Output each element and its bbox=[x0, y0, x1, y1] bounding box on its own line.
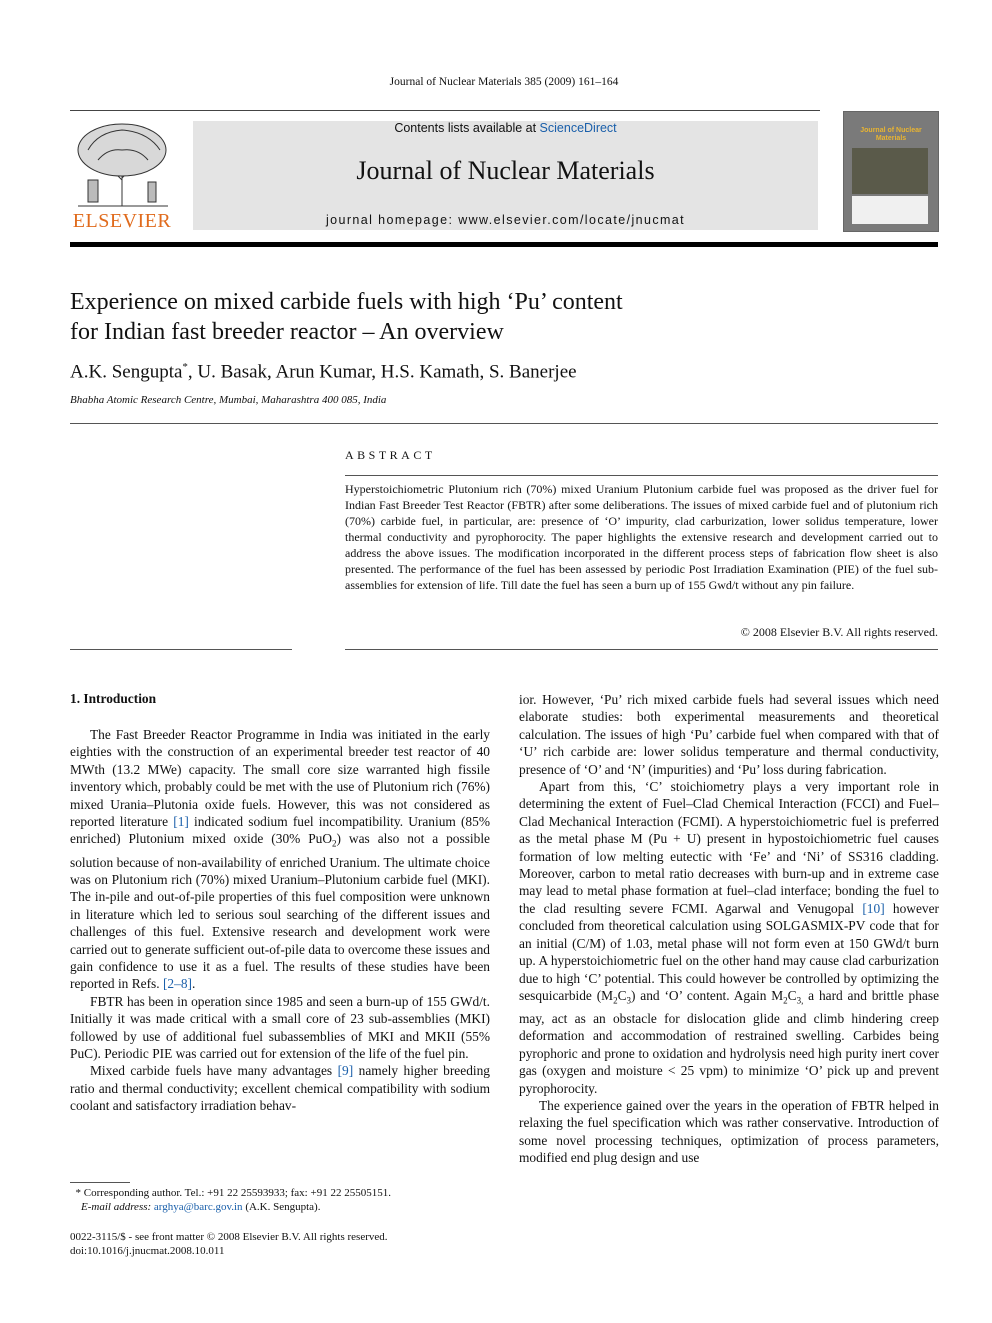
contents-prefix: Contents lists available at bbox=[394, 121, 540, 135]
text-run: however concluded from theoretical calculation using SOLGASMIX-PV code that for an initial (C/M) of 1.03, metal phase will not form even at 150 GWd/t burn up. A hyperstoichiometric fuel on the other hand may cause clad carburization due to high ‘C’ potential. This could however be controlled by optimizing the sesquicarbide (M bbox=[519, 900, 939, 1003]
footnote-line-2 bbox=[70, 1200, 490, 1214]
text-run: C bbox=[787, 987, 797, 1003]
cover-title: Journal of Nuclear Materials bbox=[860, 127, 922, 142]
paragraph: ior. However, ‘Pu’ rich mixed carbide fuels had several issues which need elaborate studies: both experimental measurements and theoretical calculation. The issues of high ‘Pu’ carbide fuel when compared with that of ‘U’ rich carbide are: lower solidus temperature and thermal conductivity, presence of ‘O’ and ‘N’ (impurities) and ‘Pu’ loss during fabrication. bbox=[519, 692, 939, 777]
footnote bbox=[70, 1186, 490, 1214]
abstract-heading: ABSTRACT bbox=[345, 448, 436, 462]
right-column bbox=[519, 691, 939, 1167]
text-run: namely higher breeding ratio and thermal conductivity; excellent chemical compatibility with sodium coolant and satisfactory irradiation behav- bbox=[70, 1063, 491, 1114]
abstract-text: Hyperstoichiometric Plutonium rich (70%) mixed Uranium Plutonium carbide fuel was proposed as the driver fuel for Indian Fast Breeder Test Reactor (FBTR) after some deliberations. The issues of mixed carbide fuel and of plutonium rich (70%) carbide fuel, in particular, are: presence of ‘O’ impurity, clad carburization, lower solidus temperature, lower thermal conductivity and pyrophorocity. The paper highlights the extensive research and development carried out to address the above issues. The modification incorporated in the different process steps of fabrication flow sheet is also presented. The performance of the fuel has been assessed by periodic Post Irradiation Examination (PIE) of the fuel sub-assemblies for extension of life. Till date the fuel has seen a burn up of 155 Gwd/t without any pin failure. bbox=[345, 482, 938, 592]
title-line-1: Experience on mixed carbide fuels with high ‘Pu’ content bbox=[70, 289, 623, 315]
affiliation: Bhabha Atomic Research Centre, Mumbai, Maharashtra 400 085, India bbox=[70, 394, 387, 406]
footnote-contact: Corresponding author. Tel.: +91 22 25593933; fax: +91 22 25505151. bbox=[81, 1187, 391, 1199]
author-list bbox=[70, 361, 577, 383]
text-run: Mixed carbide fuels have many advantages bbox=[90, 1063, 338, 1079]
email-link[interactable]: arghya@barc.gov.in bbox=[153, 1201, 243, 1213]
other-authors: , U. Basak, Arun Kumar, H.S. Kamath, S. Banerjee bbox=[187, 361, 577, 383]
paragraph: The experience gained over the years in the operation of FBTR helped in relaxing the fuel specification which was rather conservative. Introduction of some novel processing techniques, optimization of process parameters, modified end plug design and use bbox=[519, 1098, 939, 1166]
journal-title: Journal of Nuclear Materials bbox=[356, 156, 655, 185]
citation-link[interactable]: [2–8] bbox=[162, 976, 192, 992]
article-identifiers bbox=[70, 1230, 388, 1258]
email-label: E-mail address: bbox=[81, 1201, 152, 1213]
text-run: C bbox=[617, 987, 627, 1003]
text-run: ) and ‘O’ content. Again M bbox=[631, 987, 784, 1003]
text-run: . bbox=[191, 976, 196, 992]
sciencedirect-link[interactable]: ScienceDirect bbox=[539, 121, 617, 135]
text-run: ) was also not a possible solution because of non-availability of enriched Uranium. The ultimate choice was on Plutonium rich (70%) mixed Uranium–Plutonium carbide fuel (MKI). The in-pile and out-of-pile properties of this fuel composition were unknown in literature which led to serious soul searching of the different issues and challenges of this fuel. Extensive research and development work were carried out to generate sufficient out-of-pile data to overcome these issues and gain confidence to use it as a fuel. The results of these studies have been reported in Refs. bbox=[70, 831, 490, 992]
elsevier-wordmark: ELSEVIER bbox=[72, 210, 172, 232]
header-thick-rule bbox=[70, 242, 938, 247]
cover-image bbox=[852, 148, 928, 194]
journal-homepage[interactable]: journal homepage: www.elsevier.com/locate/jnucmat bbox=[325, 213, 686, 227]
left-column bbox=[70, 726, 490, 1115]
email-tail: (A.K. Sengupta). bbox=[242, 1201, 321, 1213]
article-title bbox=[70, 287, 770, 347]
citation-link[interactable]: [1] bbox=[173, 814, 189, 830]
left-rule bbox=[70, 649, 292, 650]
abstract-rule bbox=[345, 475, 938, 476]
section-heading-introduction: 1. Introduction bbox=[70, 691, 157, 706]
subscript: 3, bbox=[796, 995, 804, 1006]
subscript: 2 bbox=[332, 839, 337, 850]
abstract-copyright: © 2008 Elsevier B.V. All rights reserved. bbox=[740, 625, 938, 639]
contents-line bbox=[193, 121, 818, 135]
paragraph bbox=[70, 726, 490, 993]
subscript: 2 bbox=[613, 995, 618, 1006]
title-line-2: for Indian fast breeder reactor – An overview bbox=[70, 319, 504, 345]
cover-footer bbox=[852, 196, 928, 224]
paragraph bbox=[70, 1062, 490, 1114]
paragraph: FBTR has been in operation since 1985 and seen a burn-up of 155 GWd/t. Initially it was made critical with a small core of 23 sub-assemblies (MKI) followed by use of additional fuel subassemblies of MKI and MKII (55% PuC). Periodic PIE was carried out for extension of the life of the fuel pin. bbox=[70, 993, 490, 1061]
footnote-line-1 bbox=[70, 1186, 490, 1200]
footnote-rule bbox=[70, 1182, 130, 1183]
affiliation-rule bbox=[70, 423, 938, 424]
doi-line[interactable]: doi:10.1016/j.jnucmat.2008.10.011 bbox=[70, 1245, 225, 1257]
text-run: The Fast Breeder Reactor Programme in India was initiated in the early eighties with the construction of an experimental breeder test reactor of 40 MWth (13.2 MWe) capacity. The small core size warranted high fissile inventory which, probably could be met with the use of Plutonium rich (76%) mixed Urania–Plutonia oxide fuels. However, this was not considered as reported literature bbox=[70, 727, 490, 830]
citation-link[interactable]: [9] bbox=[337, 1063, 354, 1079]
citation-link[interactable]: [10] bbox=[862, 900, 885, 916]
footnote-star: * bbox=[75, 1187, 81, 1199]
journal-reference: Journal of Nuclear Materials 385 (2009) 161–164 bbox=[389, 76, 619, 88]
text-run: Apart from this, ‘C’ stoichiometry plays a very important role in determining the extent of Fuel–Clad Chemical Interaction (FCCI) and Fuel–Clad Mechanical Interaction (FCMI). A hyperstoichiometric fuel is preferred as the metal phase M (Pu + U) present in hypostoichiometric fuel causes formation of low melting eutectic with ‘Fe’ and ‘Ni’ of SS316 cladding. Moreover, carbon to metal ratio decreases with burn-up and in extreme case may lead to metal phase formation at fuel–clad interface; bonding the fuel to the clad resulting severe FCMI. Agarwal and Venugopal bbox=[519, 779, 939, 916]
corresponding-author-mark[interactable]: * bbox=[182, 361, 188, 373]
first-author: A.K. Sengupta bbox=[70, 361, 183, 383]
subscript: 3 bbox=[626, 995, 632, 1006]
text-run: a hard and brittle phase may, act as an obstacle for dislocation glide and climb hindering creep deformation and accommodation of restrained swelling. Carbides being pyrophoric and prone to oxidation and hydrolysis need high purity inert cover gas (oxygen and moisture < 25 vpm) to minimize ‘O’ pick up and prevent pyrophorocity. bbox=[519, 987, 940, 1096]
issn-line: 0022-3115/$ - see front matter © 2008 Elsevier B.V. All rights reserved. bbox=[70, 1231, 388, 1243]
text-run: indicated sodium fuel incompatibility. Uranium (85% enriched) Plutonium mixed oxide (30% PuO bbox=[70, 814, 490, 847]
right-rule bbox=[345, 649, 938, 650]
top-rule bbox=[70, 110, 820, 111]
paragraph bbox=[519, 778, 939, 1097]
subscript: 2 bbox=[783, 995, 788, 1006]
